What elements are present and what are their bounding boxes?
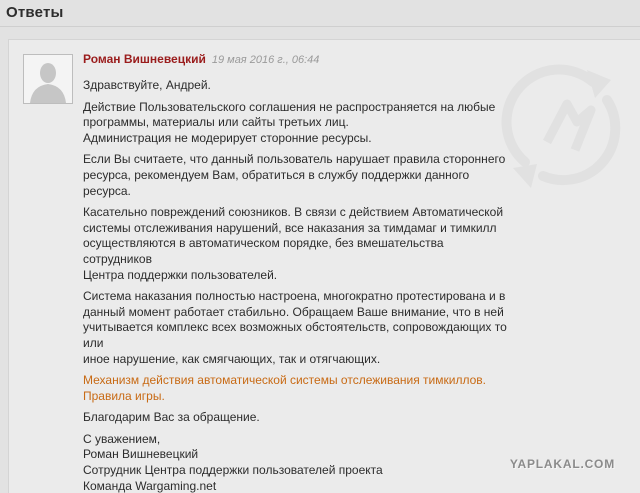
game-rules-link[interactable]: Правила игры. (83, 388, 165, 403)
reply-header (83, 52, 319, 66)
signature-line: С уважением, (83, 431, 161, 446)
text-line: системы отслеживания нарушений, все наказания за тимдамаг и тимкилл (83, 220, 497, 235)
text-line: Если Вы считаете, что данный пользователь нарушает правила стороннего (83, 152, 506, 167)
text-line: Касательно повреждений союзников. В связи с действием Автоматической (83, 205, 504, 220)
text-line: осуществляются в автоматическом порядке, без вмешательства сотрудников (83, 236, 444, 266)
greeting: Здравствуйте, Андрей. (83, 78, 211, 92)
paragraph-third-party (83, 100, 513, 147)
paragraph-penalty-system (83, 289, 513, 367)
text-line: Система наказания полностью настроена, многократно протестирована и в (83, 289, 506, 304)
text-line: программы, материалы или сайты третьих лиц. (83, 115, 349, 130)
mechanism-link[interactable]: Механизм действия автоматической системы отслеживания тимкиллов. (83, 373, 486, 388)
paragraph-teamdamage (83, 205, 513, 283)
links-block (83, 373, 513, 404)
text-line: учитывается комплекс всех возможных обстоятельств, сопровождающих то или (83, 320, 507, 350)
title-divider (0, 26, 640, 27)
text-line: ресурса, рекомендуем Вам, обратиться в службу поддержки данного ресурса. (83, 167, 470, 198)
wargaming-logo-watermark-icon (495, 50, 635, 200)
avatar[interactable] (23, 54, 73, 104)
text-line: данный момент работает стабильно. Обращаем Ваше внимание, что в ней (83, 304, 504, 319)
text-line: Центра поддержки пользователей. (83, 267, 278, 282)
text-line: Действие Пользовательского соглашения не распространяется на любые (83, 99, 496, 114)
thanks-text: Благодарим Вас за обращение. (83, 410, 260, 425)
paragraph-report-advice (83, 152, 513, 199)
author-name[interactable]: Роман Вишневецкий (83, 52, 206, 66)
text-line: Администрация не модерирует сторонние ресурсы. (83, 130, 372, 145)
site-watermark: YAPLAKAL.COM (509, 457, 615, 471)
signature-line: Роман Вишневецкий (83, 447, 199, 462)
reply-card (8, 39, 640, 493)
signature-line: Сотрудник Центра поддержки пользователей проекта (83, 463, 383, 478)
post-date: 19 мая 2016 г., 06:44 (211, 54, 320, 66)
signature-line: Команда Wargaming.net (83, 478, 217, 493)
signature (83, 432, 513, 493)
text-line: иное нарушение, как смягчающих, так и отягчающих. (83, 351, 381, 366)
section-title: Ответы (6, 4, 64, 21)
reply-message (83, 78, 513, 493)
default-user-silhouette-icon (24, 55, 72, 103)
